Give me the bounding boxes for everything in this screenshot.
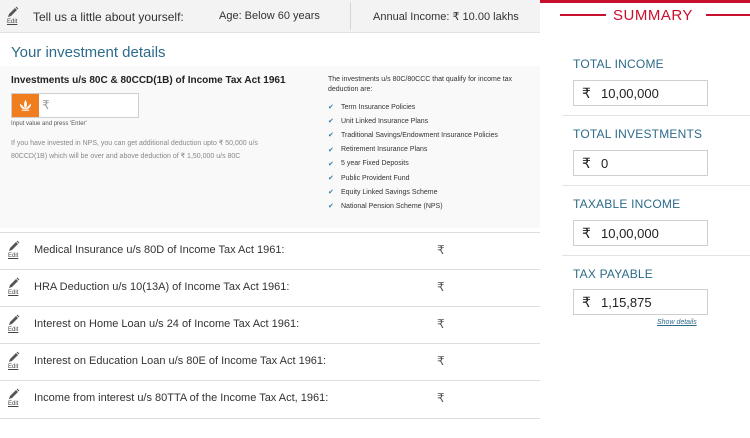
edit-pencil-icon (8, 240, 20, 252)
total-investments-field (573, 150, 708, 176)
divider (562, 185, 750, 186)
qualify-intro: The investments u/s 80C/80CCC that qualify for income tax deduction are: (328, 76, 513, 93)
list-item (328, 199, 498, 213)
annual-income-value: Annual Income: ₹ 10.00 lakhs (373, 11, 519, 23)
check-icon: ✔ (328, 118, 334, 126)
currency-symbol: ₹ (582, 225, 591, 241)
list-item (328, 128, 498, 142)
list-item (328, 185, 498, 199)
edit-pencil-icon (8, 388, 20, 400)
total-income-label: TOTAL INCOME (573, 57, 664, 71)
edit-label: Edit (8, 253, 19, 259)
total-investments-label: TOTAL INVESTMENTS (573, 127, 703, 141)
qualify-item-label: National Pension Scheme (NPS) (341, 202, 443, 210)
edit-pencil-icon (8, 351, 20, 363)
deduction-currency: ₹ (437, 354, 445, 368)
edit-button[interactable] (8, 240, 22, 260)
check-icon: ✔ (328, 146, 334, 154)
qualify-item-label: Traditional Savings/Endowment Insurance Policies (341, 131, 498, 139)
edit-label: Edit (8, 401, 19, 407)
taxable-income-field (573, 220, 708, 246)
edit-button[interactable] (8, 351, 22, 371)
tax-payable-value: 1,15,875 (601, 295, 652, 310)
list-item (328, 157, 498, 171)
edit-pencil-icon (8, 314, 20, 326)
total-income-field (573, 80, 708, 106)
investment-section-title: Your investment details (11, 44, 166, 61)
check-icon: ✔ (328, 175, 334, 183)
divider (562, 255, 750, 256)
check-icon: ✔ (328, 104, 334, 112)
taxable-income-label: TAXABLE INCOME (573, 197, 681, 211)
deduction-label: Medical Insurance u/s 80D of Income Tax Act 1961: (34, 244, 285, 256)
divider (0, 418, 540, 419)
profile-bar (0, 0, 540, 33)
age-value: Age: Below 60 years (219, 10, 320, 22)
qualify-list (328, 100, 498, 214)
list-item (328, 100, 498, 114)
input-hint: Input value and press 'Enter' (11, 121, 87, 127)
deduction-currency: ₹ (437, 391, 445, 405)
total-investments-value: 0 (601, 156, 609, 171)
deduction-row-education-loan[interactable] (0, 343, 540, 380)
nps-note: If you have invested in NPS, you can get additional deduction upto ₹ 50,000 u/s 80CCD(1B) which will be over and above deduction of ₹ 1,50,000 u/s 80C (11, 140, 258, 160)
currency-symbol: ₹ (582, 155, 591, 171)
profile-prompt: Tell us a little about yourself: (33, 10, 184, 24)
list-item (328, 143, 498, 157)
check-icon: ✔ (328, 160, 334, 168)
deduction-row-hra[interactable] (0, 269, 540, 306)
qualify-item-label: Equity Linked Savings Scheme (341, 188, 438, 196)
currency-symbol: ₹ (582, 85, 591, 101)
deduction-label: Interest on Home Loan u/s 24 of Income Tax Act 1961: (34, 318, 300, 330)
divider (560, 14, 606, 16)
deduction-currency: ₹ (437, 317, 445, 331)
tax-payable-label: TAX PAYABLE (573, 267, 654, 281)
taxable-income-value: 10,00,000 (601, 226, 659, 241)
check-icon: ✔ (328, 203, 334, 211)
edit-button[interactable] (8, 314, 22, 334)
deduction-currency: ₹ (437, 243, 445, 257)
total-income-value: 10,00,000 (601, 86, 659, 101)
divider (562, 115, 750, 116)
investment-80c-input[interactable] (11, 93, 139, 118)
deduction-row-80tta[interactable] (0, 380, 540, 417)
deduction-row-80d[interactable] (0, 232, 540, 269)
edit-label: Edit (8, 327, 19, 333)
deduction-currency: ₹ (437, 280, 445, 294)
list-item (328, 114, 498, 128)
deduction-label: Income from interest u/s 80TTA of the Income Tax Act, 1961: (34, 392, 329, 404)
qualify-item-label: Term Insurance Policies (341, 103, 416, 111)
qualify-item-label: Retirement Insurance Plans (341, 146, 428, 154)
divider (350, 2, 351, 30)
qualify-item-label: Public Provident Fund (341, 174, 410, 182)
deduction-label: Interest on Education Loan u/s 80E of Income Tax Act 1961: (34, 355, 327, 367)
deduction-label: HRA Deduction u/s 10(13A) of Income Tax Act 1961: (34, 281, 290, 293)
qualify-item-label: 5 year Fixed Deposits (341, 160, 409, 168)
input-placeholder: ₹ (42, 98, 50, 112)
qualify-item-label: Unit Linked Insurance Plans (341, 117, 429, 125)
deduction-row-home-loan[interactable] (0, 306, 540, 343)
check-icon: ✔ (328, 189, 334, 197)
check-icon: ✔ (328, 132, 334, 140)
edit-profile-button[interactable] (7, 6, 21, 26)
summary-title: SUMMARY (613, 7, 693, 24)
accent-strip (540, 0, 750, 3)
summary-header (560, 6, 750, 26)
edit-pencil-icon (8, 277, 20, 289)
edit-pencil-icon (7, 6, 19, 18)
edit-label: Edit (7, 19, 18, 25)
currency-symbol: ₹ (582, 294, 591, 310)
lotus-icon (18, 98, 33, 113)
divider (706, 14, 750, 16)
edit-label: Edit (8, 290, 19, 296)
tax-payable-field (573, 289, 708, 315)
show-details-link[interactable]: Show details (657, 319, 697, 326)
edit-button[interactable] (8, 388, 22, 408)
list-item (328, 171, 498, 185)
edit-button[interactable] (8, 277, 22, 297)
edit-label: Edit (8, 364, 19, 370)
section-80c-heading: Investments u/s 80C & 80CCD(1B) of Income Tax Act 1961 (11, 75, 286, 86)
lotus-badge (12, 94, 39, 117)
